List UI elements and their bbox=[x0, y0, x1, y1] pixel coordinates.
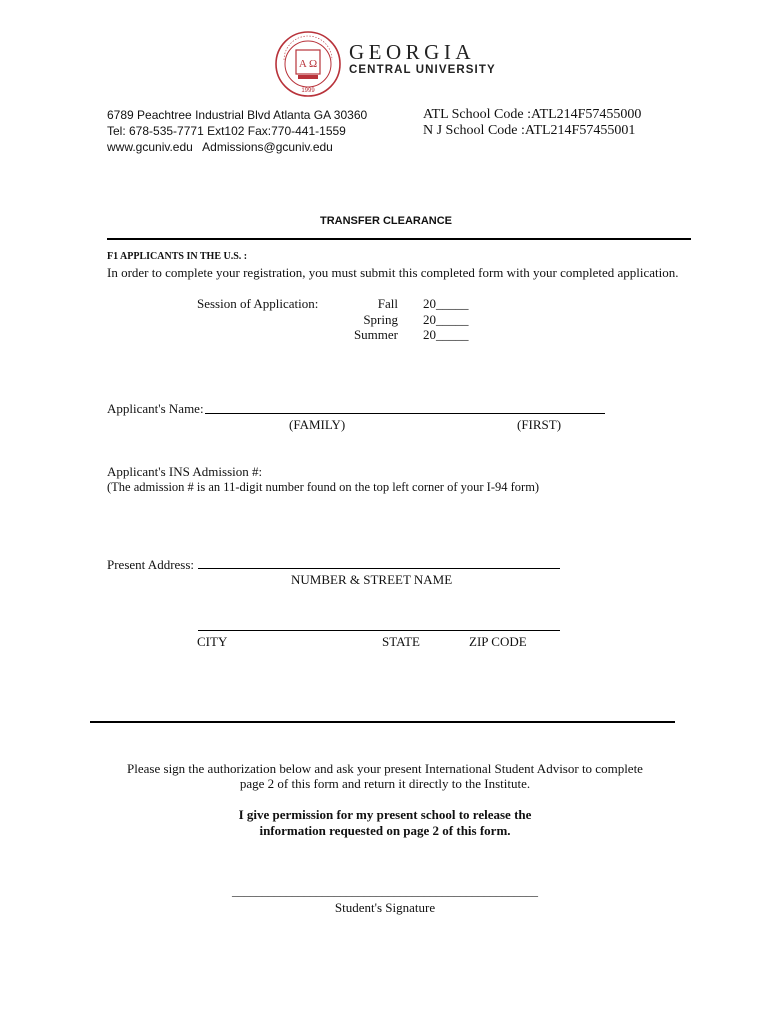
state-caption: STATE bbox=[382, 634, 420, 649]
session-fall: Fall bbox=[377, 296, 398, 311]
applicant-name-field[interactable] bbox=[205, 413, 605, 414]
city-state-zip-field[interactable] bbox=[198, 630, 560, 631]
page-title: TRANSFER CLEARANCE bbox=[320, 215, 452, 227]
permission-statement-line1: I give permission for my present school to release the bbox=[238, 807, 532, 822]
street-address-field[interactable] bbox=[198, 568, 560, 569]
title-divider bbox=[107, 238, 691, 240]
section-divider bbox=[90, 721, 675, 723]
university-seal-logo bbox=[274, 30, 342, 98]
ins-admission-label: Applicant's INS Admission #: bbox=[107, 464, 263, 479]
session-spring-year[interactable]: 20_____ bbox=[423, 312, 469, 327]
address-line: 6789 Peachtree Industrial Blvd Atlanta GA 30360 bbox=[107, 108, 368, 122]
street-caption: NUMBER & STREET NAME bbox=[291, 572, 453, 587]
svg-text:A Ω: A Ω bbox=[298, 58, 318, 70]
university-name-line1: GEORGIA bbox=[349, 40, 475, 64]
permission-statement-line2: information requested on page 2 of this form. bbox=[259, 823, 511, 838]
signature-field[interactable]: ___________________________________________________ bbox=[232, 884, 538, 898]
authorization-text-line1: Please sign the authorization below and ask your present International Student Advisor to complete bbox=[127, 761, 643, 776]
applicant-name-label: Applicant's Name: bbox=[107, 401, 204, 416]
atl-school-code: ATL School Code :ATL214F57455000 bbox=[423, 107, 642, 122]
nj-school-code: N J School Code :ATL214F57455001 bbox=[423, 123, 636, 138]
web-email-line: www.gcuniv.edu Admissions@gcuniv.edu bbox=[107, 140, 333, 154]
present-address-label: Present Address: bbox=[107, 557, 195, 572]
f1-heading: F1 APPLICANTS IN THE U.S. : bbox=[107, 251, 248, 262]
city-caption: CITY bbox=[197, 634, 228, 649]
session-label: Session of Application: bbox=[197, 296, 319, 311]
instructions-text: In order to complete your registration, you must submit this completed form with your completed application. bbox=[107, 265, 679, 280]
authorization-text-line2: page 2 of this form and return it directly to the Institute. bbox=[239, 776, 531, 791]
family-name-caption: (FAMILY) bbox=[289, 417, 346, 432]
zip-caption: ZIP CODE bbox=[469, 634, 527, 649]
ins-admission-note: (The admission # is an 11-digit number found on the top left corner of your I-94 form) bbox=[107, 480, 540, 494]
phone-line: Tel: 678-535-7771 Ext102 Fax:770-441-1559 bbox=[107, 124, 346, 138]
session-summer: Summer bbox=[353, 327, 398, 342]
signature-caption: Student's Signature bbox=[334, 900, 436, 915]
session-summer-year[interactable]: 20_____ bbox=[423, 327, 469, 342]
first-name-caption: (FIRST) bbox=[517, 417, 562, 432]
university-name-line2: CENTRAL UNIVERSITY bbox=[349, 64, 496, 76]
session-spring: Spring bbox=[363, 312, 398, 327]
seal-year: 1999 bbox=[301, 88, 315, 94]
session-fall-year[interactable]: 20_____ bbox=[423, 296, 469, 311]
